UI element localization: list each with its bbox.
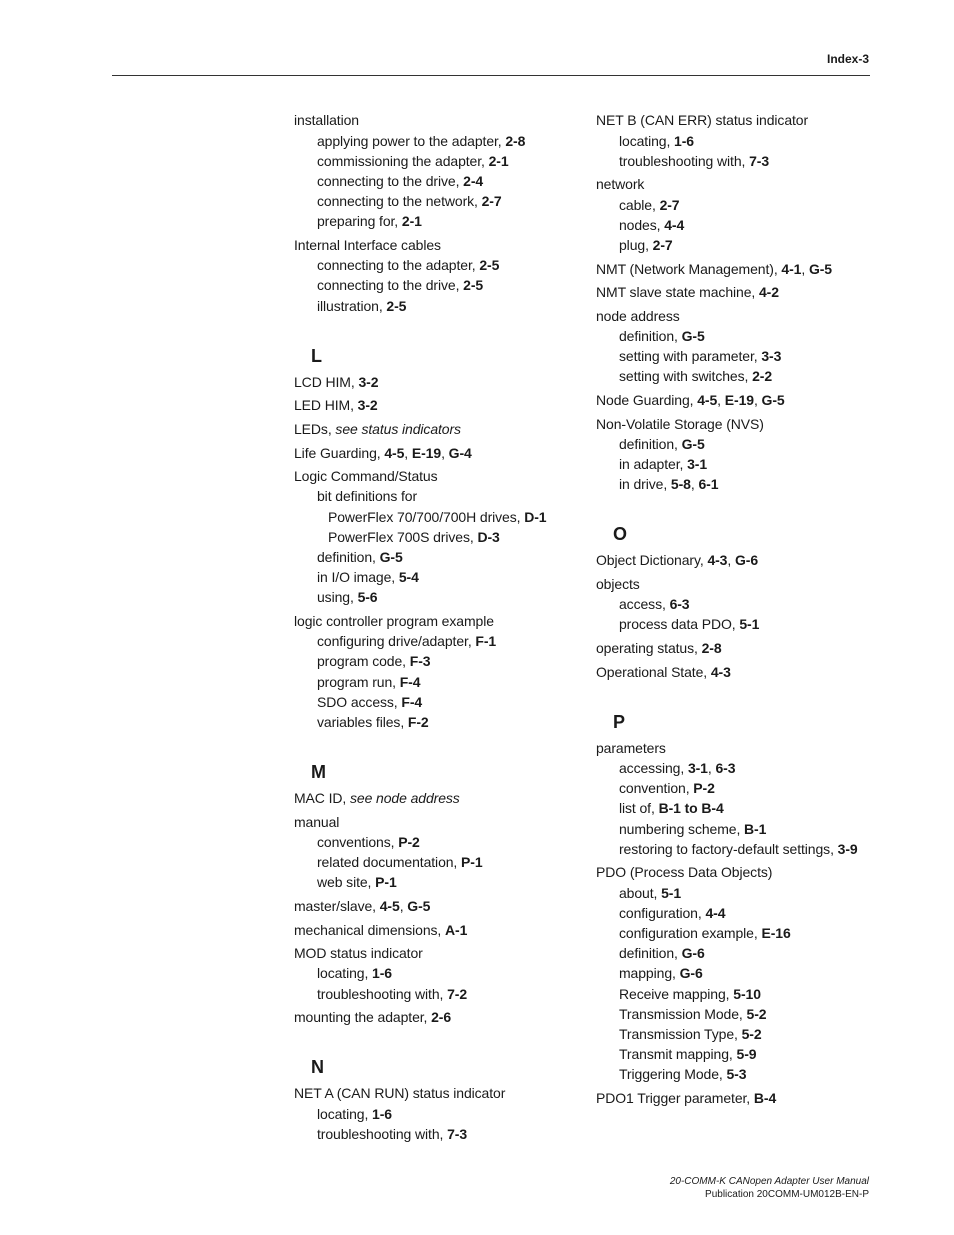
header-divider — [112, 75, 870, 76]
entry-text: program run, — [317, 673, 400, 690]
page-reference[interactable]: 2-7 — [481, 193, 502, 210]
index-subentry — [596, 963, 886, 983]
entry-text: numbering scheme, — [619, 820, 745, 837]
index-subentry — [596, 434, 886, 454]
entry-text: setting with parameter, — [619, 348, 762, 365]
index-subentry — [294, 963, 594, 983]
entry-text: Node Guarding, — [596, 391, 698, 408]
entry-text: convention, — [619, 780, 694, 797]
index-subentry — [596, 366, 886, 386]
index-subentry — [596, 1064, 886, 1084]
entry-text: mounting the adapter, — [294, 1009, 432, 1026]
index-subentry — [294, 527, 594, 547]
section-letter: L — [311, 345, 322, 366]
index-subentry — [294, 151, 594, 171]
index-subentry — [294, 672, 594, 692]
page-number-label: Index-3 — [826, 52, 869, 66]
page-reference[interactable]: 5-4 — [398, 569, 419, 586]
page-reference[interactable]: F-2 — [407, 714, 429, 731]
index-entry — [596, 862, 886, 882]
page-reference[interactable]: 4-4 — [664, 216, 685, 233]
entry-text: MAC ID, — [294, 790, 350, 807]
section-letter: O — [613, 524, 628, 545]
index-subentry — [294, 255, 594, 275]
index-entry — [596, 282, 886, 302]
section-letter: P — [613, 711, 626, 732]
entry-text: locating, — [619, 132, 675, 149]
index-entry — [596, 662, 886, 682]
entry-text: configuration, — [619, 904, 706, 921]
entry-text: nodes, — [619, 216, 665, 233]
entry-text: PDO1 Trigger parameter, — [596, 1090, 754, 1107]
entry-text: Object Dictionary, — [596, 552, 708, 569]
entry-text: in adapter, — [619, 455, 688, 472]
entry-text: preparing for, — [317, 213, 402, 230]
index-entry — [596, 174, 886, 194]
entry-text: Transmission Type, — [619, 1026, 742, 1043]
index-subentry — [294, 507, 594, 527]
page-reference[interactable]: 4-5 — [379, 898, 400, 915]
entry-text: program code, — [317, 653, 410, 670]
index-subentry — [596, 798, 886, 818]
page-reference[interactable]: 7-2 — [447, 985, 468, 1002]
index-subentry — [596, 594, 886, 614]
page-reference[interactable]: 2-1 — [401, 213, 422, 230]
index-entry — [596, 574, 886, 594]
index-subentry — [596, 984, 886, 1004]
index-subentry — [596, 195, 886, 215]
see-reference: see status indicators — [335, 421, 461, 437]
index-subentry — [294, 171, 594, 191]
index-subentry — [294, 587, 594, 607]
page-reference[interactable]: 7-3 — [749, 152, 770, 169]
page-reference[interactable]: G-5 — [407, 898, 431, 915]
entry-text: setting with switches, — [619, 368, 753, 385]
index-subentry — [294, 1104, 594, 1124]
entry-text: list of, — [619, 800, 659, 817]
entry-text: in I/O image, — [317, 569, 399, 586]
page-reference[interactable]: 1-6 — [372, 1105, 392, 1122]
index-entry — [596, 638, 886, 658]
index-column-left — [294, 107, 594, 1144]
entry-text: connecting to the drive, — [317, 173, 464, 189]
page-reference[interactable]: G-4 — [448, 444, 472, 461]
entry-text: restoring to factory-default settings, — [619, 840, 838, 857]
entry-text: definition, — [619, 945, 682, 962]
index-entry — [294, 1007, 594, 1027]
page-reference[interactable]: 6-1 — [698, 476, 719, 493]
entry-text: Logic Command/Status — [294, 468, 438, 485]
page-reference[interactable]: 5-2 — [746, 1005, 767, 1022]
entry-text: LED HIM, — [294, 397, 358, 414]
page-reference[interactable]: 2-4 — [463, 173, 484, 189]
entry-text: variables files, — [317, 714, 408, 731]
entry-text: Transmission Mode, — [619, 1005, 747, 1022]
index-entry — [294, 395, 594, 415]
see-reference: see node address — [349, 790, 460, 807]
page-reference[interactable]: G-5 — [379, 549, 403, 565]
entry-text: logic controller program example — [294, 613, 494, 629]
index-entry — [596, 110, 886, 130]
page-reference[interactable]: 2-7 — [659, 196, 680, 213]
index-column-right — [596, 107, 886, 1108]
index-subentry — [294, 1124, 594, 1144]
index-subentry — [596, 778, 886, 798]
page-reference[interactable]: 2-5 — [479, 257, 500, 274]
index-subentry — [294, 486, 594, 506]
page-reference[interactable]: 5-10 — [733, 985, 761, 1002]
index-subentry — [596, 1024, 886, 1044]
page-reference[interactable]: P-1 — [375, 874, 397, 891]
index-subentry — [596, 346, 886, 366]
entry-text: mapping, — [619, 965, 680, 982]
entry-text: manual — [294, 813, 340, 830]
entry-text: cable, — [619, 196, 660, 213]
index-entry: Object Dictionary, 4-3, G-6 — [596, 552, 759, 569]
entry-text: connecting to the drive, — [317, 277, 464, 294]
page-reference[interactable]: 3-2 — [357, 397, 378, 414]
index-subentry — [596, 215, 886, 235]
page-reference[interactable]: 4-5 — [384, 444, 405, 461]
page-reference[interactable]: 3-1 — [687, 759, 708, 776]
page-reference[interactable]: 4-2 — [758, 284, 779, 301]
index-subentry — [294, 191, 594, 211]
page-reference[interactable]: 5-1 — [661, 884, 682, 901]
entry-text: Receive mapping, — [619, 985, 734, 1002]
entry-text: Internal Interface cables — [294, 237, 441, 253]
page-reference[interactable]: P-2 — [398, 834, 420, 851]
index-subentry — [596, 614, 886, 634]
page-reference[interactable]: 7-3 — [447, 1125, 468, 1142]
page-reference[interactable]: E-16 — [761, 925, 791, 941]
entry-text: node address — [596, 307, 680, 324]
page-reference[interactable]: 2-2 — [752, 368, 773, 385]
entry-text: Operational State, — [596, 663, 711, 680]
entry-text: conventions, — [317, 834, 399, 851]
entry-text: commissioning the adapter, — [317, 152, 489, 169]
entry-text: troubleshooting with, — [317, 1125, 448, 1142]
page-reference[interactable]: F-4 — [399, 673, 421, 690]
index-entry — [294, 611, 594, 631]
index-entry — [294, 235, 594, 255]
index-subentry — [596, 326, 886, 346]
index-entry — [294, 1083, 594, 1103]
entry-text: in drive, — [619, 476, 671, 493]
page-reference[interactable]: F-3 — [409, 653, 431, 670]
index-subentry — [294, 872, 594, 892]
index-subentry — [596, 883, 886, 903]
index-subentry — [294, 131, 594, 151]
index-subentry — [596, 131, 886, 151]
page-reference[interactable]: 2-8 — [701, 639, 722, 656]
page-reference[interactable]: B-1 to B-4 — [658, 800, 724, 817]
index-entry: master/slave, 4-5, G-5 — [294, 898, 431, 915]
entry-text: related documentation, — [317, 854, 462, 871]
entry-text: MOD status indicator — [294, 945, 423, 962]
index-subentry — [596, 151, 886, 171]
index-subentry — [294, 692, 594, 712]
index-entry — [294, 372, 594, 392]
page-reference[interactable]: G-6 — [734, 552, 759, 569]
page-reference[interactable]: 1-6 — [372, 965, 392, 982]
index-entry — [596, 414, 886, 434]
index-entry: NMT (Network Management), 4-1, G-5 — [596, 260, 832, 277]
entry-text: using, — [317, 589, 358, 606]
page-reference[interactable]: G-6 — [679, 965, 703, 982]
page-reference[interactable]: 5-2 — [741, 1026, 762, 1043]
entry-text: troubleshooting with, — [619, 152, 750, 169]
entry-text: bit definitions for — [317, 488, 418, 505]
page-footer — [670, 1175, 869, 1201]
page-reference[interactable]: 2-1 — [488, 152, 509, 169]
page-reference[interactable]: 3-1 — [687, 455, 708, 472]
page-reference[interactable]: 4-4 — [705, 904, 726, 921]
page-reference[interactable]: 4-1 — [781, 260, 802, 277]
entry-text: access, — [619, 596, 670, 613]
page-reference[interactable]: B-4 — [753, 1090, 777, 1107]
index-subentry — [596, 943, 886, 963]
entry-text: connecting to the adapter, — [317, 257, 480, 274]
page-reference[interactable]: P-2 — [693, 780, 715, 797]
page-reference[interactable]: G-5 — [761, 391, 785, 408]
page-reference[interactable]: 2-6 — [431, 1009, 452, 1026]
page-reference[interactable]: G-5 — [681, 327, 705, 344]
page-reference[interactable]: G-6 — [681, 945, 705, 962]
entry-text: SDO access, — [317, 693, 402, 710]
index-entry — [294, 788, 594, 808]
index-entry — [294, 943, 594, 963]
entry-text: master/slave, — [294, 898, 380, 915]
index-subentry — [596, 839, 886, 859]
page-reference[interactable]: F-4 — [401, 693, 423, 710]
index-subentry — [596, 235, 886, 255]
entry-text: configuration example, — [619, 925, 762, 941]
page-reference[interactable]: E-19 — [411, 444, 442, 461]
section-letter: N — [311, 1057, 324, 1078]
page-reference[interactable]: D-3 — [477, 528, 500, 545]
entry-text: PowerFlex 700S drives, — [328, 528, 478, 545]
index-subentry — [294, 567, 594, 587]
entry-text: NET A (CAN RUN) status indicator — [294, 1085, 506, 1102]
page-reference[interactable]: 2-8 — [505, 132, 526, 149]
page-reference[interactable]: 5-9 — [736, 1046, 757, 1063]
footer-publication: Publication 20COMM-UM012B-EN-P — [705, 1189, 869, 1200]
page-reference[interactable]: 5-8 — [670, 476, 691, 493]
entry-text: Non-Volatile Storage (NVS) — [596, 415, 764, 432]
index-subentry — [294, 712, 594, 732]
page-reference[interactable]: 2-5 — [463, 277, 484, 294]
page-reference[interactable]: F-1 — [475, 633, 497, 650]
page-reference[interactable]: 5-3 — [726, 1066, 747, 1083]
entry-text: objects — [596, 575, 640, 592]
entry-text: connecting to the network, — [317, 193, 482, 210]
page-reference[interactable]: 5-6 — [357, 589, 378, 606]
index-entry: Life Guarding, 4-5, E-19, G-4 — [294, 444, 472, 461]
index-entry — [294, 419, 594, 439]
entry-text: NMT (Network Management), — [596, 260, 782, 277]
entry-text: process data PDO, — [619, 616, 740, 633]
index-subentry — [596, 1044, 886, 1064]
page-reference[interactable]: 6-3 — [669, 596, 690, 613]
entry-text: parameters — [596, 739, 666, 756]
index-entry — [596, 738, 886, 758]
page-reference[interactable]: G-5 — [681, 435, 705, 452]
index-subentry — [294, 211, 594, 231]
index-entry — [294, 920, 594, 940]
page-reference[interactable]: 5-1 — [739, 616, 760, 633]
index-subentry — [596, 903, 886, 923]
entry-text: locating, — [317, 965, 373, 982]
index-entry — [596, 1088, 886, 1108]
entry-text: Transmit mapping, — [619, 1046, 737, 1063]
index-subentry — [294, 275, 594, 295]
entry-text: NET B (CAN ERR) status indicator — [596, 112, 809, 129]
entry-text: mechanical dimensions, — [294, 921, 445, 938]
entry-text: LEDs, — [294, 421, 336, 437]
entry-text: troubleshooting with, — [317, 985, 448, 1002]
index-subentry — [294, 296, 594, 316]
entry-text: definition, — [317, 549, 380, 565]
index-subentry — [294, 984, 594, 1004]
index-entry — [294, 466, 594, 486]
entry-text: LCD HIM, — [294, 373, 359, 390]
page-reference[interactable]: B-1 — [744, 820, 767, 837]
page-reference[interactable]: G-5 — [808, 260, 832, 277]
entry-text: PowerFlex 70/700/700H drives, — [328, 508, 525, 525]
entry-text: illustration, — [317, 297, 387, 314]
index-subentry — [596, 454, 886, 474]
page-reference[interactable]: E-19 — [724, 391, 754, 408]
page-reference[interactable]: P-1 — [461, 854, 483, 871]
index-entry — [596, 306, 886, 326]
page-reference[interactable]: 4-5 — [697, 391, 718, 408]
index-entry — [294, 110, 594, 130]
entry-text: about, — [619, 884, 662, 901]
page-reference[interactable]: 2-5 — [386, 297, 407, 314]
entry-text: plug, — [619, 237, 653, 253]
index-subentry — [294, 832, 594, 852]
page-reference[interactable]: 3-3 — [761, 348, 782, 365]
page-reference[interactable]: 3-2 — [358, 373, 379, 390]
index-subentry — [294, 547, 594, 567]
page-reference[interactable]: D-1 — [524, 508, 547, 525]
page-reference[interactable]: 2-7 — [652, 237, 673, 253]
index-subentry — [596, 1004, 886, 1024]
index-subentry — [596, 923, 886, 943]
page-reference[interactable]: 6-3 — [715, 759, 736, 776]
index-subentry — [294, 852, 594, 872]
section-letter: M — [311, 762, 326, 783]
entry-text: Triggering Mode, — [619, 1066, 727, 1083]
index-entry — [294, 812, 594, 832]
entry-text: locating, — [317, 1105, 373, 1122]
page-reference[interactable]: 4-3 — [707, 552, 728, 569]
entry-text: NMT slave state machine, — [596, 284, 759, 301]
entry-text: web site, — [317, 874, 376, 891]
entry-text: operating status, — [596, 639, 702, 656]
page-reference[interactable]: 1-6 — [674, 132, 694, 149]
page-reference[interactable]: A-1 — [445, 921, 468, 938]
page-reference[interactable]: 4-3 — [710, 663, 731, 680]
entry-text: definition, — [619, 327, 682, 344]
entry-text: configuring drive/adapter, — [317, 633, 476, 650]
page-reference[interactable]: 3-9 — [837, 840, 858, 857]
entry-text: definition, — [619, 435, 682, 452]
entry-text: accessing, — [619, 759, 688, 776]
index-entry: Node Guarding, 4-5, E-19, G-5 — [596, 391, 785, 408]
entry-text: Life Guarding, — [294, 444, 385, 461]
index-subentry — [294, 651, 594, 671]
entry-text: PDO (Process Data Objects) — [596, 864, 773, 881]
index-subentry — [294, 631, 594, 651]
entry-text: applying power to the adapter, — [317, 132, 506, 149]
entry-text: installation — [294, 112, 359, 129]
footer-manual-title: 20-COMM-K CANopen Adapter User Manual — [669, 1176, 869, 1187]
index-subentry: in drive, 5-8, 6-1 — [619, 476, 719, 493]
entry-text: network — [596, 176, 645, 193]
index-subentry — [596, 819, 886, 839]
index-subentry: accessing, 3-1, 6-3 — [619, 759, 736, 776]
